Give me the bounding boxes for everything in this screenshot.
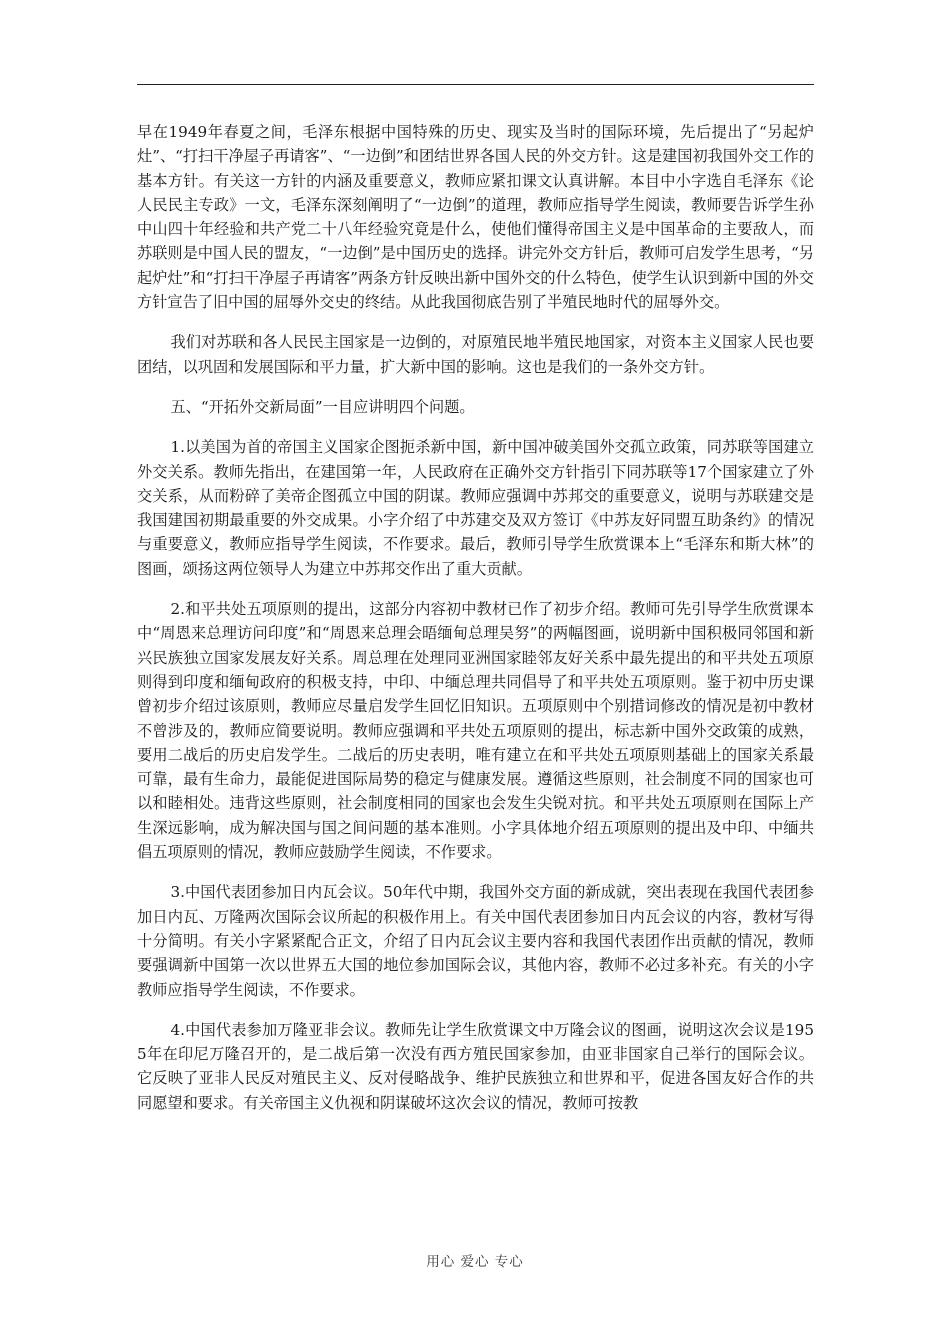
paragraph-foreign-policy-origins: 早在1949年春夏之间，毛泽东根据中国特殊的历史、现实及当时的国际环境，先后提出了“另起炉灶”、“打扫干净屋子再请客”、“一边倒”和团结世界各国人民的外交方针。这是建国初我国外交工作的基本方针。有关这一方针的内涵及重要意义，教师应紧扣课文认真讲解。本目中小字选自毛泽东《论人民民主专政》一文，毛泽东深刻阐明了“一边倒”的道理，教师应指导学生阅读，教师要告诉学生孙中山四十年经验和共产党二十八年经验究竟是什么，使他们懂得帝国主义是中国革命的主要敌人，而苏联则是中国人民的盟友，“一边倒”是中国历史的选择。讲完外交方针后，教师可启发学生思考，“另起炉灶”和“打扫干净屋子再请客”两条方针反映出新中国外交的什么特色，使学生认识到新中国的外交方针宣告了旧中国的屈辱外交史的终结。从此我国彻底告别了半殖民地时代的屈辱外交。 — [137, 123, 814, 312]
paragraph-point-4: 4.中国代表参加万隆亚非会议。教师先让学生欣赏课文中万隆会议的图画，说明这次会议是1955年在印尼万隆召开的，是二战后第一次没有西方殖民国家参加，由亚非国家自己举行的国际会议。它反映了亚非人民反对殖民主义、反对侵略战争、维护民族独立和世界和平，促进各国友好合作的共同愿望和要求。有关帝国主义仇视和阴谋破坏这次会议的情况，教师可按教 — [137, 1020, 814, 1112]
paragraph-gap — [137, 864, 814, 880]
document-body — [137, 120, 814, 1115]
page-footer: 用心 爱心 专心 — [426, 1254, 524, 1270]
paragraph-gap — [137, 581, 814, 597]
header-rule — [137, 84, 814, 85]
paragraph-point-3: 3.中国代表团参加日内瓦会议。50年代中期，我国外交方面的新成就，突出表现在我国代表团参加日内瓦、万隆两次国际会议所起的积极作用上。有关中国代表团参加日内瓦会议的内容，教材写得十分简明。有关小字紧紧配合正文，介绍了日内瓦会议主要内容和我国代表团作出贡献的情况，教师要强调新中国第一次以世界五大国的地位参加国际会议，其他内容，教师不必过多补充。有关的小字教师应指导学生阅读，不作要求。 — [137, 883, 814, 999]
paragraph-gap — [137, 314, 814, 330]
paragraph-gap — [137, 379, 814, 395]
paragraph-gap — [137, 1002, 814, 1018]
paragraph-gap — [137, 419, 814, 435]
paragraph-point-2: 2.和平共处五项原则的提出，这部分内容初中教材已作了初步介绍。教师可先引导学生欣赏课本中“周恩来总理访问印度”和“周恩来总理会晤缅甸总理吴努”的两幅图画，说明新中国积极同邻国和新兴民族独立国家发展友好关系。周总理在处理同亚洲国家睦邻友好关系中最先提出的和平共处五项原则得到印度和缅甸政府的积极支持，中印、中缅总理共同倡导了和平共处五项原则。鉴于初中历史课曾初步介绍过该原则，教师应尽量启发学生回忆旧知识。五项原则中个别措词修改的情况是初中教材不曾涉及的，教师应简要说明。教师应强调和平共处五项原则的提出，标志新中国外交政策的成熟，要用二战后的历史启发学生。二战后的历史表明，唯有建立在和平共处五项原则基础上的国家关系最可靠，最有生命力，最能促进国际局势的稳定与健康发展。遵循这些原则，社会制度不同的国家也可以和睦相处。违背这些原则，社会制度相同的国家也会发生尖锐对抗。和平共处五项原则在国际上产生深远影响，成为解决国与国之间问题的基本准则。小字具体地介绍五项原则的提出及中印、中缅共倡五项原则的情况，教师应鼓励学生阅读，不作要求。 — [137, 600, 814, 862]
paragraph-point-1: 1.以美国为首的帝国主义国家企图扼杀新中国，新中国冲破美国外交孤立政策，同苏联等国建立外交关系。教师先指出，在建国第一年，人民政府在正确外交方针指引下同苏联等17个国家建立了外交关系，从而粉碎了美帝企图孤立中国的阴谋。教师应强调中苏邦交的重要意义，说明与苏联建交是我国建国初期最重要的外交成果。小字介绍了中苏建交及双方签订《中苏友好同盟互助条约》的情况与重要意义，教师应指导学生阅读，不作要求。最后，教师引导学生欣赏课本上“毛泽东和斯大林”的图画，颂扬这两位领导人为建立中苏邦交作出了重大贡献。 — [137, 438, 814, 578]
paragraph-lean-to-one-side: 我们对苏联和各人民民主国家是一边倒的，对原殖民地半殖民地国家，对资本主义国家人民也要团结，以巩固和发展国际和平力量，扩大新中国的影响。这也是我们的一条外交方针。 — [137, 333, 814, 376]
section-heading-new-diplomacy: 五、“开拓外交新局面”一目应讲明四个问题。 — [170, 397, 475, 416]
